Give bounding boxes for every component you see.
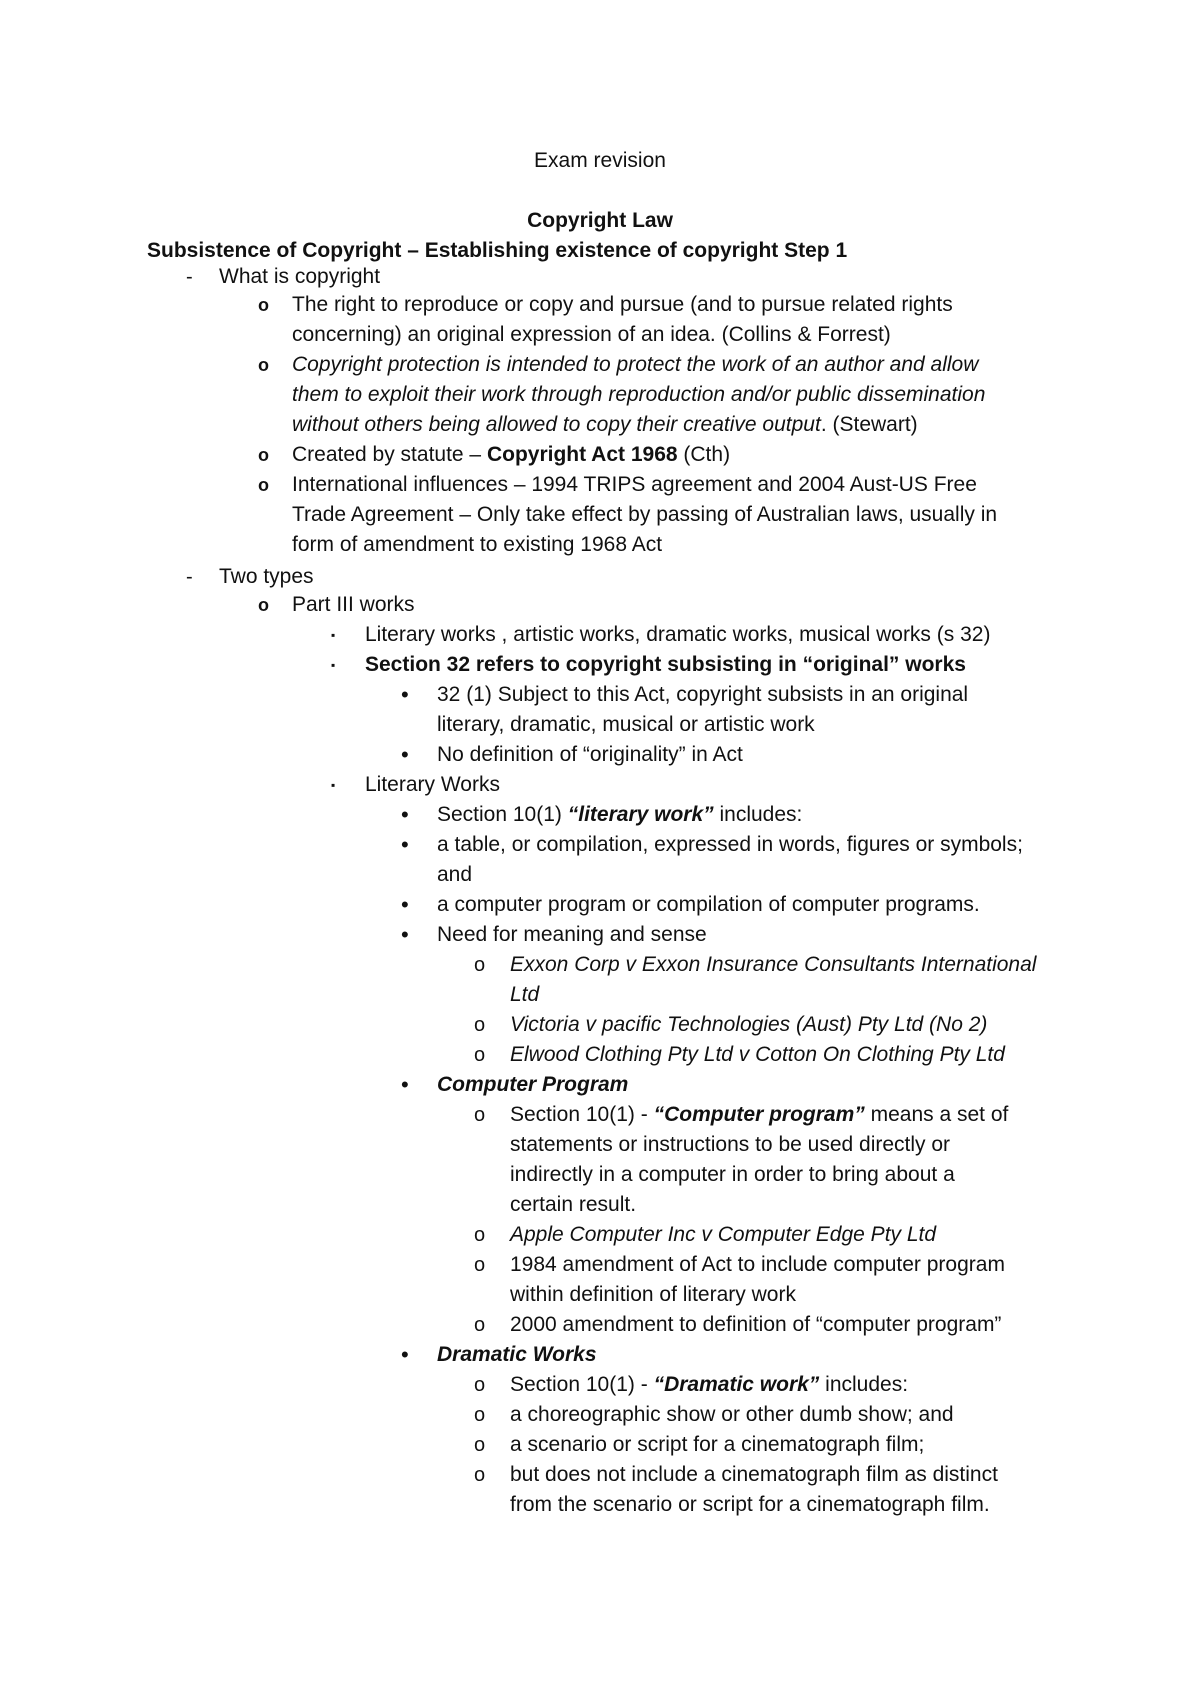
outline-line [292, 290, 953, 320]
text-segment: but does not include a cinematograph film as distinct [510, 1463, 998, 1486]
bullet-marker: - [186, 266, 193, 288]
outline-line [510, 1460, 998, 1490]
bullet-marker: ▪ [331, 628, 336, 642]
outline-line [510, 950, 1036, 980]
bullet-marker: o [258, 355, 269, 375]
bullet-marker: o [474, 954, 486, 976]
bullet-marker: o [474, 1464, 486, 1486]
text-segment: Section 32 refers to copyright subsisting in “original” works [365, 653, 966, 676]
outline-line [365, 770, 500, 800]
outline-line [510, 1250, 1005, 1280]
text-segment: No definition of “originality” in Act [437, 743, 743, 766]
text-segment: International influences – 1994 TRIPS agreement and 2004 Aust-US Free [292, 473, 977, 496]
text-segment: Dramatic Works [437, 1343, 597, 1366]
bullet-marker: ▪ [331, 778, 336, 792]
outline-line [510, 1010, 987, 1040]
bullet-marker: o [474, 1314, 486, 1336]
bullet-marker: • [401, 922, 409, 947]
bullet-marker: o [474, 1224, 486, 1246]
bullet-marker: • [401, 802, 409, 827]
text-segment: Elwood Clothing Pty Ltd v Cotton On Clothing Pty Ltd [510, 1043, 1005, 1066]
outline-line [219, 262, 380, 292]
bullet-marker: • [401, 742, 409, 767]
bullet-marker: • [401, 892, 409, 917]
outline-line [510, 1490, 990, 1520]
text-segment: and [437, 863, 473, 886]
text-segment: 32 (1) Subject to this Act, copyright subsists in an original [437, 683, 969, 706]
outline-line [292, 590, 415, 620]
outline-line [292, 320, 891, 350]
text-segment: from the scenario or script for a cinematograph film. [510, 1493, 990, 1516]
text-segment: statements or instructions to be used directly or [510, 1133, 951, 1156]
bullet-marker: o [474, 1254, 486, 1276]
text-segment: includes: [819, 1373, 909, 1396]
text-segment: Apple Computer Inc v Computer Edge Pty Ltd [510, 1223, 937, 1246]
text-segment: Section 10(1) [437, 803, 568, 826]
bullet-marker: o [474, 1374, 486, 1396]
outline-line [510, 1280, 796, 1310]
outline-line [437, 830, 1023, 860]
text-segment: “Dramatic work” [653, 1373, 820, 1396]
text-segment: The right to reproduce or copy and pursue (and to pursue related rights [292, 293, 953, 316]
text-segment: “literary work” [567, 803, 714, 826]
bullet-marker: o [474, 1404, 486, 1426]
outline-line [219, 562, 314, 592]
outline-line [292, 350, 978, 380]
text-segment: . (Stewart) [820, 413, 918, 436]
text-segment: without others being allowed to copy their creative output [292, 413, 821, 436]
outline-line [292, 380, 985, 410]
outline-line [437, 800, 802, 830]
outline-line [510, 1430, 924, 1460]
outline-line [510, 1160, 955, 1190]
bullet-marker: • [401, 682, 409, 707]
outline-line [437, 710, 815, 740]
text-segment: Victoria v pacific Technologies (Aust) Pty Ltd (No 2) [510, 1013, 988, 1036]
outline-line [510, 980, 539, 1010]
text-segment: Exxon Corp v Exxon Insurance Consultants International [510, 953, 1037, 976]
text-segment: Copyright Act 1968 [486, 443, 678, 466]
outline-line [437, 1340, 597, 1370]
outline-line [510, 1130, 950, 1160]
text-segment: Created by statute – [292, 443, 487, 466]
text-segment: indirectly in a computer in order to bring about a [510, 1163, 955, 1186]
outline-line [437, 860, 472, 890]
text-segment: Section 10(1) - [510, 1103, 654, 1126]
text-segment: Need for meaning and sense [437, 923, 707, 946]
text-segment: 1984 amendment of Act to include computer program [510, 1253, 1005, 1276]
bullet-marker: o [258, 445, 269, 465]
outline-line [292, 470, 977, 500]
bullet-marker: - [186, 566, 193, 588]
outline-line [510, 1190, 636, 1220]
outline-line [510, 1220, 936, 1250]
outline-line [510, 1370, 908, 1400]
outline-line [437, 740, 743, 770]
text-segment: Two types [219, 565, 314, 588]
outline-line [292, 440, 730, 470]
text-segment: form of amendment to existing 1968 Act [292, 533, 663, 556]
bullet-marker: o [474, 1434, 486, 1456]
text-segment: within definition of literary work [510, 1283, 796, 1306]
section-title: Copyright Law [527, 209, 673, 232]
outline-line [510, 1310, 1001, 1340]
outline-line [510, 1100, 1008, 1130]
outline-line [292, 500, 997, 530]
text-segment: What is copyright [219, 265, 381, 288]
outline-line [365, 620, 990, 650]
outline-line [437, 1070, 628, 1100]
text-segment: concerning) an original expression of an idea. (Collins & Forrest) [292, 323, 891, 346]
bullet-marker: ▪ [331, 658, 336, 672]
outline-line [292, 410, 918, 440]
bullet-marker: o [474, 1104, 486, 1126]
document-title: Exam revision [534, 149, 666, 172]
text-segment: Literary works , artistic works, dramatic works, musical works (s 32) [365, 623, 991, 646]
text-segment: (Cth) [677, 443, 731, 466]
text-segment: a choreographic show or other dumb show; and [510, 1403, 954, 1426]
text-segment: Section 10(1) - [510, 1373, 654, 1396]
text-segment: certain result. [510, 1193, 637, 1216]
text-segment: Ltd [510, 983, 540, 1006]
outline-line [437, 890, 980, 920]
bullet-marker: • [401, 832, 409, 857]
bullet-marker: • [401, 1072, 409, 1097]
bullet-marker: o [474, 1044, 486, 1066]
text-segment: includes: [713, 803, 803, 826]
text-segment: Trade Agreement – Only take effect by passing of Australian laws, usually in [292, 503, 998, 526]
text-segment: Literary Works [365, 773, 500, 796]
text-segment: a table, or compilation, expressed in words, figures or symbols; [437, 833, 1023, 856]
text-segment: Copyright protection is intended to protect the work of an author and allow [292, 353, 979, 376]
text-segment: Computer Program [437, 1073, 629, 1096]
text-segment: them to exploit their work through reproduction and/or public dissemination [292, 383, 986, 406]
outline-line [510, 1400, 954, 1430]
text-segment: 2000 amendment to definition of “computer program” [510, 1313, 1002, 1336]
outline-line [365, 650, 966, 680]
outline-line [510, 1040, 1005, 1070]
text-segment: Part III works [292, 593, 415, 616]
outline-line [292, 530, 662, 560]
outline-line [437, 920, 707, 950]
subsection-heading: Subsistence of Copyright – Establishing existence of copyright Step 1 [147, 239, 848, 262]
bullet-marker: o [258, 295, 269, 315]
text-segment: means a set of [864, 1103, 1009, 1126]
text-segment: a scenario or script for a cinematograph film; [510, 1433, 925, 1456]
bullet-marker: o [258, 595, 269, 615]
text-segment: literary, dramatic, musical or artistic work [437, 713, 815, 736]
outline-line [437, 680, 968, 710]
text-segment: a computer program or compilation of computer programs. [437, 893, 980, 916]
bullet-marker: • [401, 1342, 409, 1367]
bullet-marker: o [258, 475, 269, 495]
bullet-marker: o [474, 1014, 486, 1036]
text-segment: “Computer program” [653, 1103, 865, 1126]
